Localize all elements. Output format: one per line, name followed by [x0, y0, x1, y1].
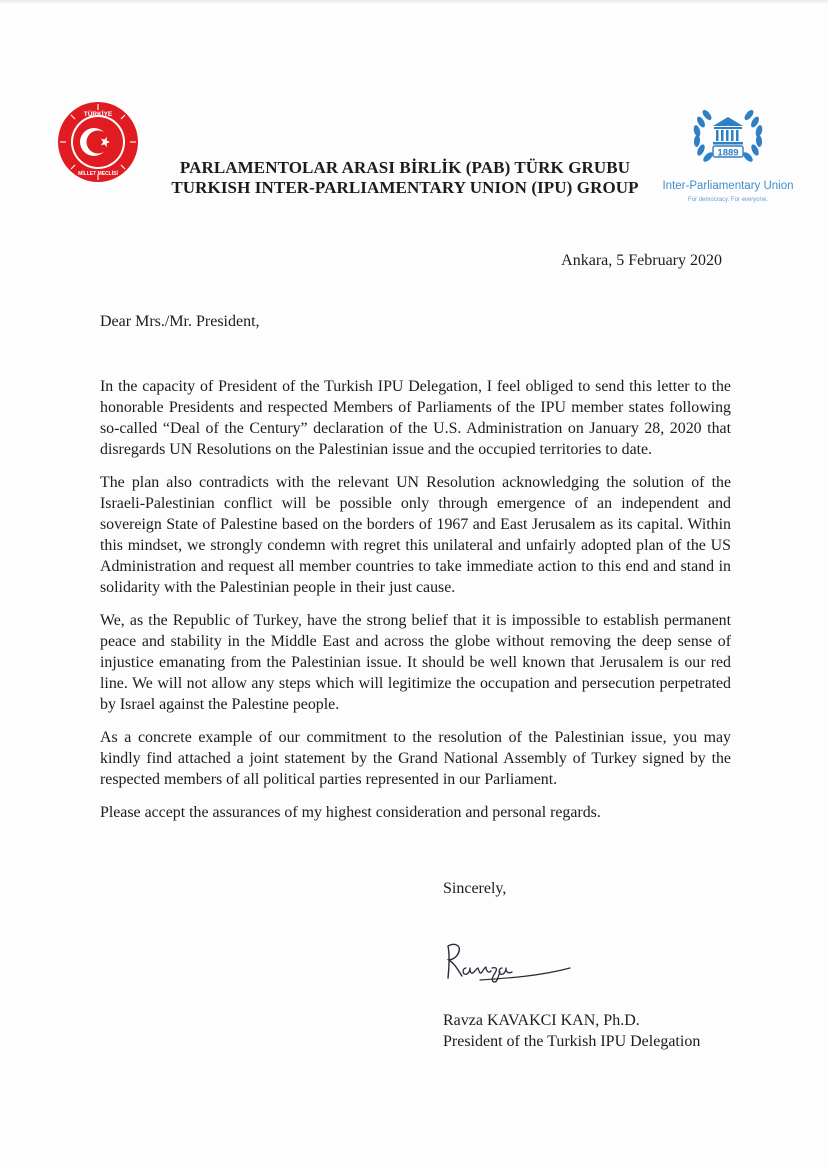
letterhead-title-line-1: PARLAMENTOLAR ARASI BİRLİK (PAB) TÜRK GRUBU	[179, 158, 631, 177]
signer-title: President of the Turkish IPU Delegation	[443, 1033, 701, 1050]
tbmm-seal-icon	[57, 101, 139, 183]
body-paragraph: The plan also contradicts with the relevant UN Resolution acknowledging the solution of the Israeli-Palestinian conflict will be possible only through emergence of an independent and sovereign State of Palestine based on the borders of 1967 and East Jerusalem as its capital. Within this mindset, we strongly condemn with regret this unilateral and unfairly adopted plan of the US Administration and request all member countries to take immediate action to this end and stand in solidarity with the Palestinian people in their just cause.	[100, 474, 731, 596]
ipu-name: Inter-Parliamentary Union	[662, 180, 794, 192]
salutation: Dear Mrs./Mr. President,	[100, 313, 260, 330]
ipu-laurel-logo-icon	[662, 100, 794, 210]
letter-date: Ankara, 5 February 2020	[561, 252, 722, 269]
handwritten-signature-icon	[440, 938, 580, 990]
closing: Sincerely,	[443, 880, 507, 897]
signer-name: Ravza KAVAKCI KAN, Ph.D.	[443, 1012, 640, 1029]
letterhead-title-line-2: TURKISH INTER-PARLIAMENTARY UNION (IPU) GROUP	[171, 178, 639, 197]
signer-block	[443, 1010, 700, 1052]
letterhead-title	[150, 158, 660, 198]
ipu-year: 1889	[717, 147, 739, 159]
body-paragraph: Please accept the assurances of my highest consideration and personal regards.	[100, 804, 601, 821]
body-paragraph: In the capacity of President of the Turkish IPU Delegation, I feel obliged to send this letter to the honorable Presidents and respected Members of Parliaments of the IPU member states following so-called “Deal of the Century” declaration of the U.S. Administration on January 28, 2020 that disregards UN Resolutions on the Palestinian issue and the occupied territories to date.	[100, 378, 731, 458]
ipu-tagline: For democracy. For everyone.	[688, 197, 768, 203]
seal-text-top: TÜRKİYE	[83, 111, 113, 118]
seal-text-bottom: MİLLET MECLİSİ	[78, 171, 118, 177]
body-paragraph: As a concrete example of our commitment to the resolution of the Palestinian issue, you may kindly find attached a joint statement by the Grand National Assembly of Turkey signed by the respected members of all political parties represented in our Parliament.	[100, 729, 731, 788]
scan-edge-shadow	[0, 0, 828, 4]
letter-body	[100, 376, 731, 835]
body-paragraph: We, as the Republic of Turkey, have the strong belief that it is impossible to establish permanent peace and stability in the Middle East and across the globe without removing the deep sense of injustice emanating from the Palestinian issue. It should be well known that Jerusalem is our red line. We will not allow any steps which will legitimize the occupation and persecution perpetrated by Israel against the Palestine people.	[100, 612, 731, 713]
